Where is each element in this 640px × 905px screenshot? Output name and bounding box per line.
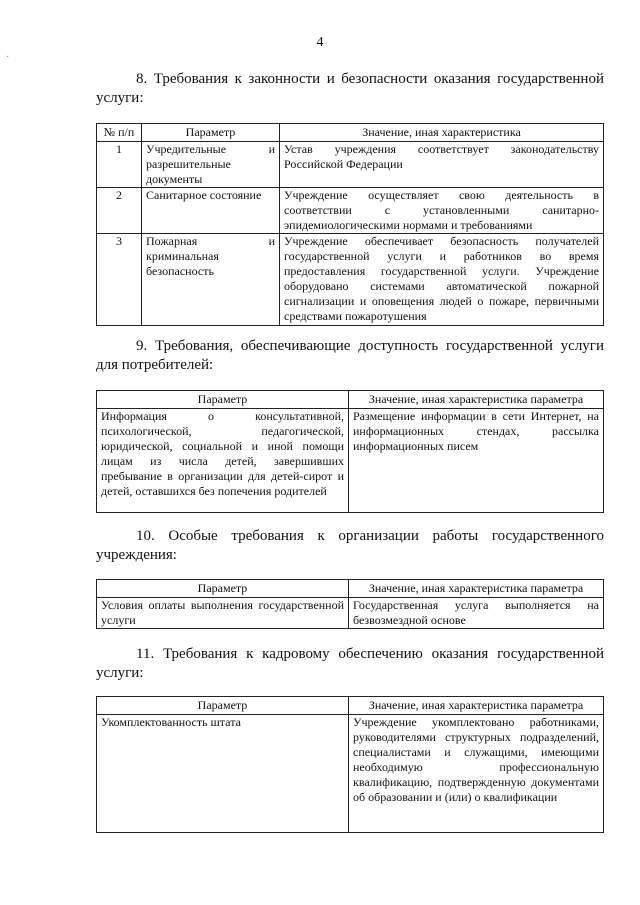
section-11-table xyxy=(96,696,604,833)
row-parameter: Пожарная и криминальная безопасность xyxy=(142,234,280,326)
row-number: 2 xyxy=(97,188,142,234)
table-header-row xyxy=(97,580,604,598)
header-parameter: Параметр xyxy=(142,124,280,142)
section-10-table xyxy=(96,579,604,629)
table-header-row xyxy=(97,391,604,409)
section-8-table xyxy=(96,123,604,326)
section-10-heading: 10. Особые требования к организации работы государственного учреждения: xyxy=(96,528,604,563)
table-row xyxy=(97,188,604,234)
row-value: Учреждение укомплектовано работниками, руководителями структурных подразделений, специалистами и служащими, имеющими необходимую профессиональную квалификацию, подтвержденную документами об образовании и (или) о квалификации xyxy=(349,715,604,833)
header-value: Значение, иная характеристика параметра xyxy=(349,580,604,598)
header-value: Значение, иная характеристика параметра xyxy=(349,697,604,715)
table-header-row xyxy=(97,697,604,715)
row-number: 3 xyxy=(97,234,142,326)
margin-mark: · xyxy=(6,52,10,63)
table-row xyxy=(97,234,604,326)
table-row xyxy=(97,715,604,833)
row-parameter: Санитарное состояние xyxy=(142,188,280,234)
section-9-table xyxy=(96,390,604,513)
row-value: Размещение информации в сети Интернет, на информационных стендах, рассылка информационных писем xyxy=(349,409,604,513)
header-parameter: Параметр xyxy=(97,697,349,715)
table-row xyxy=(97,142,604,188)
row-parameter: Укомплектованность штата xyxy=(97,715,349,833)
page-number: 4 xyxy=(316,35,324,50)
header-parameter: Параметр xyxy=(97,580,349,598)
row-number: 1 xyxy=(97,142,142,188)
row-parameter: Учредительные и разрешительные документы xyxy=(142,142,280,188)
table-header-row xyxy=(97,124,604,142)
row-parameter: Условия оплаты выполнения государственной услуги xyxy=(97,598,349,629)
section-8-heading: 8. Требования к законности и безопасности оказания государственной услуги: xyxy=(96,71,604,106)
section-11-heading: 11. Требования к кадровому обеспечению оказания государственной услуги: xyxy=(96,646,604,681)
header-value: Значение, иная характеристика параметра xyxy=(349,391,604,409)
table-row xyxy=(97,598,604,629)
row-value: Устав учреждения соответствует законодательству Российской Федерации xyxy=(280,142,604,188)
row-value: Учреждение осуществляет свою деятельность в соответствии с установленными санитарно-эпидемиологическими нормами и требованиями xyxy=(280,188,604,234)
row-value: Учреждение обеспечивает безопасность получателей государственной услуги и работников во время предоставления государственной услуги. Учреждение оборудовано системами автоматической пожарной сигнализации и оповещения людей о пожаре, первичными средствами пожаротушения xyxy=(280,234,604,326)
header-parameter: Параметр xyxy=(97,391,349,409)
table-row xyxy=(97,409,604,513)
header-number: № п/п xyxy=(97,124,142,142)
section-9-heading: 9. Требования, обеспечивающие доступность государственной услуги для потребителей: xyxy=(96,338,604,373)
header-value: Значение, иная характеристика xyxy=(280,124,604,142)
row-value: Государственная услуга выполняется на безвозмездной основе xyxy=(349,598,604,629)
row-parameter: Информация о консультативной, психологической, педагогической, юридической, социальной и иной помощи лицам из числа детей, завершивших пребывание в организации для детей-сирот и детей, оставшихся без попечения родителей xyxy=(97,409,349,513)
